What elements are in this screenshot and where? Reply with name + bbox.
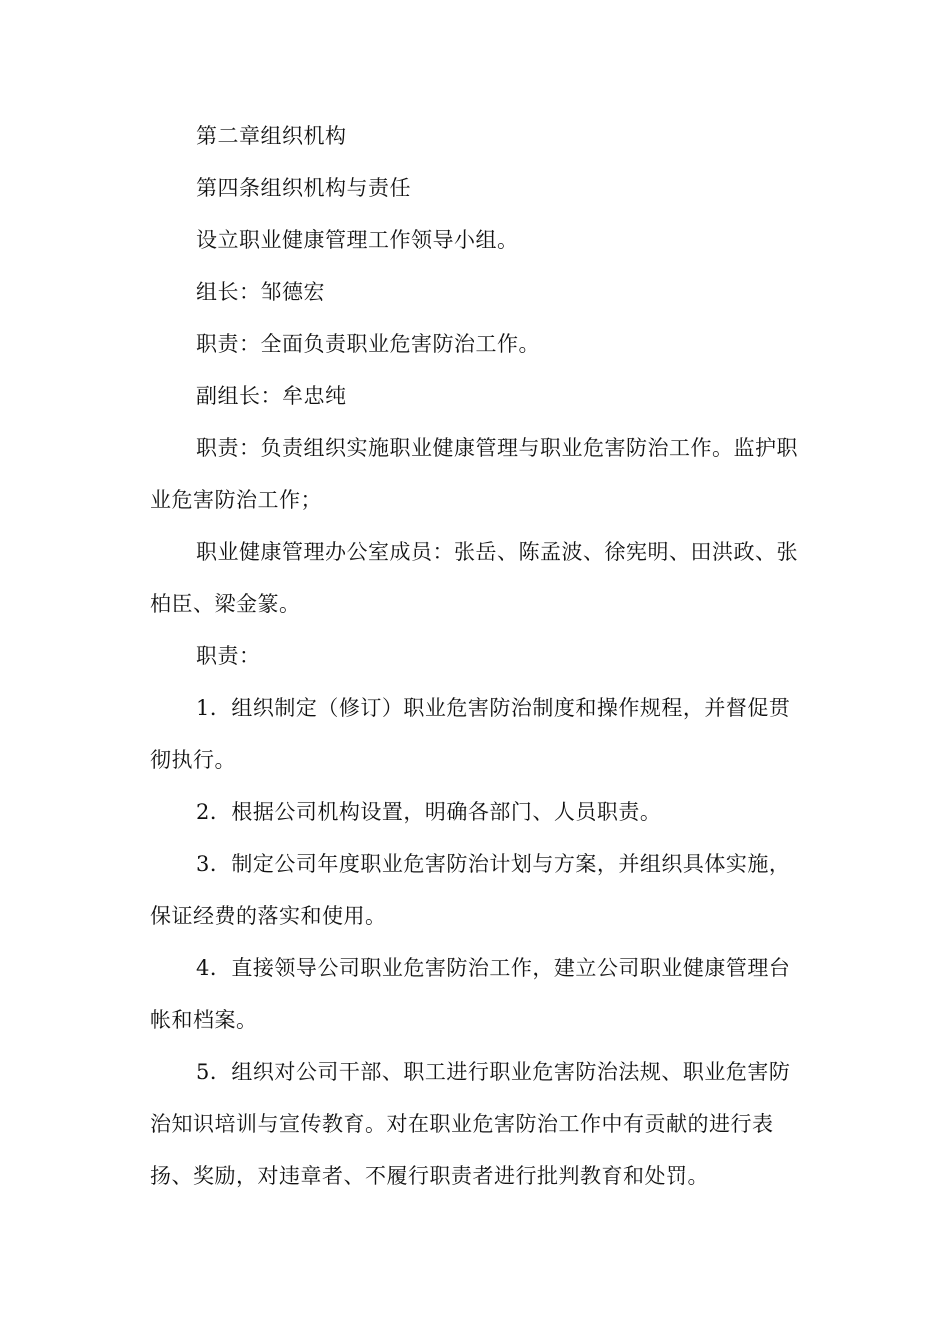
paragraph: 职责：全面负责职业危害防治工作。	[196, 332, 540, 356]
list-item: 2．根据公司机构设置，明确各部门、人员职责。	[196, 800, 662, 824]
list-item: 1．组织制定（修订）职业危害防治制度和操作规程，并督促贯彻执行。	[150, 696, 791, 772]
document-page	[150, 110, 800, 1202]
list-item: 4．直接领导公司职业危害防治工作，建立公司职业健康管理台帐和档案。	[150, 956, 791, 1032]
office-members-line: 职业健康管理办公室成员：张岳、陈孟波、徐宪明、田洪政、张柏臣、梁金篆。	[150, 540, 798, 616]
list-item: 3．制定公司年度职业危害防治计划与方案，并组织具体实施，保证经费的落实和使用。	[150, 852, 791, 928]
list-item: 5．组织对公司干部、职工进行职业危害防治法规、职业危害防治知识培训与宣传教育。对在职业危害防治工作中有贡献的进行表扬、奖励，对违章者、不履行职责者进行批判教育和处罚。	[150, 1060, 791, 1188]
deputy-leader-line: 副组长：牟忠纯	[196, 384, 347, 408]
article-heading: 第四条组织机构与责任	[196, 176, 411, 200]
team-leader-line: 组长：邹德宏	[196, 280, 325, 304]
chapter-heading: 第二章组织机构	[196, 124, 347, 148]
paragraph: 设立职业健康管理工作领导小组。	[196, 228, 519, 252]
paragraph: 职责：负责组织实施职业健康管理与职业危害防治工作。监护职业危害防治工作；	[150, 436, 798, 512]
duties-label: 职责：	[196, 644, 261, 668]
